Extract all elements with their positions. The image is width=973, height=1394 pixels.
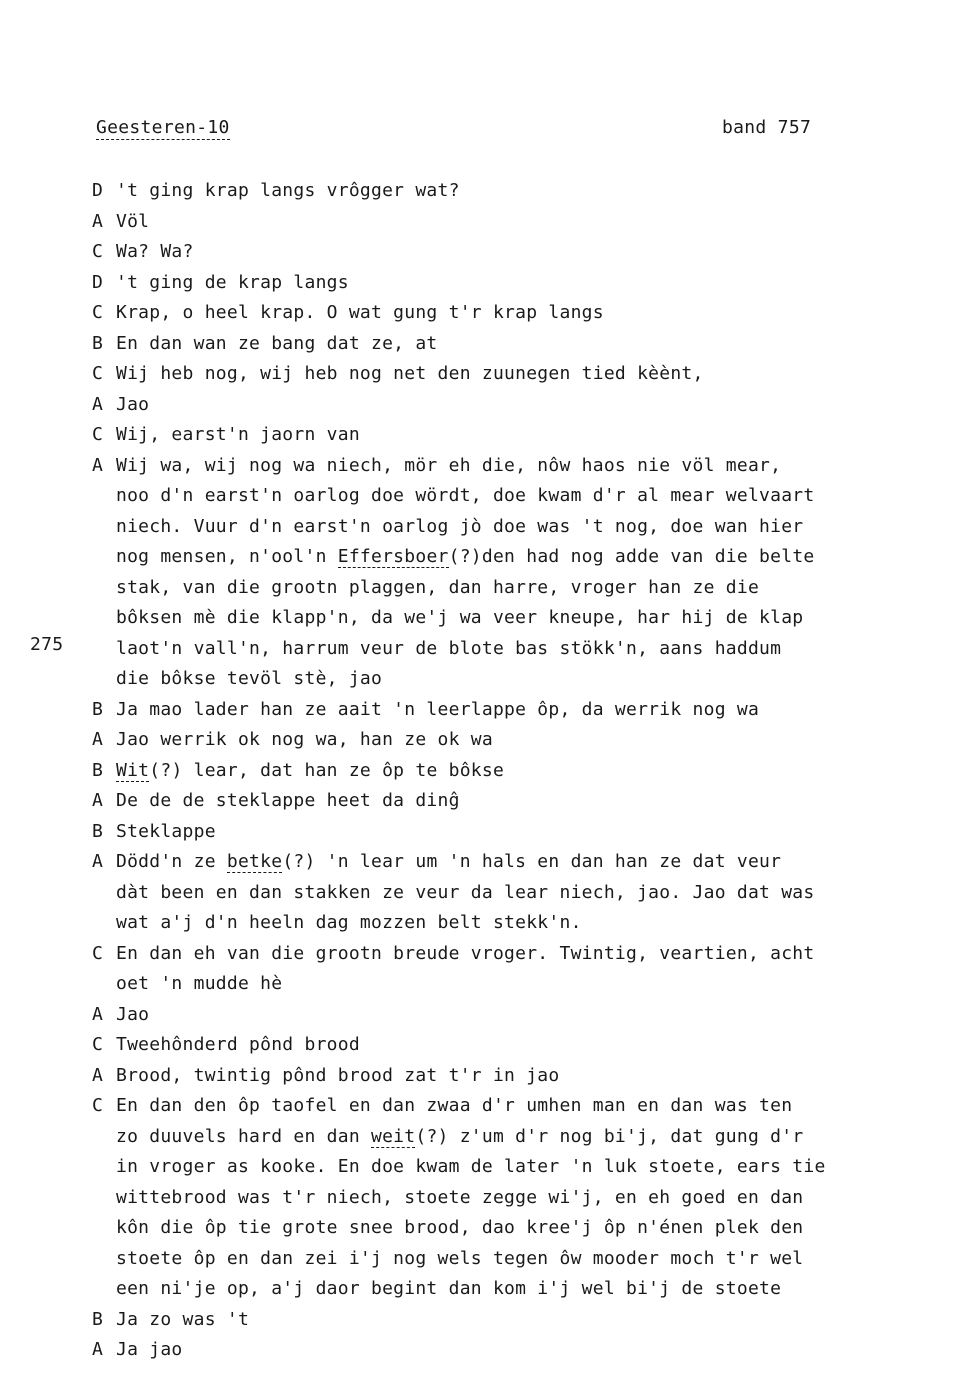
speaker-label: D <box>92 180 104 201</box>
speaker-label <box>92 512 116 543</box>
speaker-label: B <box>92 698 104 720</box>
speaker-label: A <box>92 790 104 811</box>
transcript-line <box>92 969 922 1000</box>
utterance-text: Brood, twintig pônd brood zat t'r in jao <box>116 1064 560 1086</box>
utterance-text: een ni'je op, a'j daor begint dan kom i'j wel bi'j de stoete <box>116 1278 782 1299</box>
speaker-label: A <box>92 729 104 750</box>
speaker-label <box>92 573 116 604</box>
speaker-label: A <box>92 393 104 415</box>
transcript-line <box>92 1274 922 1305</box>
speaker-label: C <box>92 302 104 323</box>
transcript-body <box>92 176 922 1366</box>
utterance-text: De de de steklappe heet da dinĝ <box>116 790 460 811</box>
transcript-line <box>92 908 922 939</box>
utterance-text: Wij, earst'n jaorn van <box>116 424 360 445</box>
transcript-line <box>92 1305 922 1336</box>
transcript-line <box>92 634 922 665</box>
transcript-line <box>92 756 922 787</box>
transcript-line <box>92 603 922 634</box>
speaker-label: A <box>92 210 104 232</box>
utterance-text: Tweehônderd pônd brood <box>116 1034 360 1055</box>
speaker-label: C <box>92 942 104 964</box>
transcript-line <box>92 573 922 604</box>
speaker-label: C <box>92 424 104 445</box>
speaker-label: A <box>92 454 104 476</box>
utterance-text: Ja zo was 't <box>116 1308 250 1330</box>
uncertain-word: Effersboer <box>337 546 449 567</box>
utterance-text: 't ging krap langs vrôgger wat? <box>116 180 460 201</box>
utterance-text: Wij wa, wij nog wa niech, mör eh die, nôw haos nie völ mear, <box>116 454 782 476</box>
utterance-text: bôksen mè die klapp'n, da we'j wa veer kneupe, har hij de klap <box>116 607 804 628</box>
speaker-label <box>92 1122 116 1153</box>
utterance-text: noo d'n earst'n oarlog doe wördt, doe kwam d'r al mear welvaart <box>116 485 815 506</box>
transcript-line <box>92 542 922 573</box>
speaker-label <box>92 1274 116 1305</box>
transcript-line <box>92 359 922 390</box>
transcript-line <box>92 1213 922 1244</box>
utterance-text: Wa? Wa? <box>116 241 194 262</box>
transcript-line <box>92 268 922 299</box>
speaker-label <box>92 603 116 634</box>
transcript-line <box>92 176 922 207</box>
transcript-line <box>92 1030 922 1061</box>
speaker-label <box>92 634 116 665</box>
utterance-text: niech. Vuur d'n earst'n oarlog jò doe was 't nog, doe wan hier <box>116 515 804 537</box>
transcript-line <box>92 1000 922 1031</box>
utterance-text: Krap, o heel krap. O wat gung t'r krap langs <box>116 302 604 323</box>
utterance-text: die bôkse tevöl stè, jao <box>116 668 383 689</box>
utterance-text: 't ging de krap langs <box>116 271 349 293</box>
transcript-line <box>92 390 922 421</box>
location-header: Geesteren-10 <box>96 117 230 138</box>
utterance-text: wat a'j d'n heeln dag mozzen belt stekk'n. <box>116 912 582 933</box>
transcript-line <box>92 817 922 848</box>
transcript-line <box>92 695 922 726</box>
speaker-label <box>92 1152 116 1183</box>
utterance-text: dàt been en dan stakken ze veur da lear niech, jao. Jao dat was <box>116 881 815 903</box>
transcript-line <box>92 878 922 909</box>
transcript-line <box>92 786 922 817</box>
utterance-text: En dan wan ze bang dat ze, at <box>116 332 438 354</box>
utterance-text: Jao <box>116 393 150 415</box>
uncertain-word: Wit <box>116 759 150 781</box>
transcript-line <box>92 207 922 238</box>
utterance-text: stak, van die grootn plaggen, dan harre, vroger han ze die <box>116 576 760 598</box>
speaker-label <box>92 878 116 909</box>
utterance-text: oet 'n mudde hè <box>116 973 283 994</box>
speaker-label: A <box>92 1339 104 1360</box>
speaker-label <box>92 542 116 573</box>
transcript-line <box>92 1061 922 1092</box>
speaker-label: B <box>92 759 104 781</box>
uncertain-word: betke <box>226 851 283 872</box>
utterance-text: Ja mao lader han ze aait 'n leerlappe ôp, da werrik nog wa <box>116 698 760 720</box>
transcript-line <box>92 329 922 360</box>
transcript-line <box>92 725 922 756</box>
transcript-line <box>92 1122 922 1153</box>
transcript-line <box>92 298 922 329</box>
utterance-text: Steklappe <box>116 820 216 842</box>
speaker-label: C <box>92 241 104 262</box>
transcript-line <box>92 939 922 970</box>
speaker-label <box>92 1213 116 1244</box>
speaker-label <box>92 481 116 512</box>
speaker-label: A <box>92 1064 104 1086</box>
transcript-line <box>92 481 922 512</box>
uncertain-word: weit <box>371 1125 416 1147</box>
utterance-text: in vroger as kooke. En doe kwam de later 'n luk stoete, ears tie <box>116 1156 826 1177</box>
speaker-label: B <box>92 820 104 842</box>
speaker-label <box>92 664 116 695</box>
utterance-text: kôn die ôp tie grote snee brood, dao kree'j ôp n'énen plek den <box>116 1217 804 1238</box>
utterance-text: zo duuvels hard en dan weit(?) z'um d'r nog bi'j, dat gung d'r <box>116 1125 804 1147</box>
transcript-line <box>92 1091 922 1122</box>
transcript-line <box>92 237 922 268</box>
transcript-line <box>92 1183 922 1214</box>
transcript-line <box>92 451 922 482</box>
speaker-label: C <box>92 1034 104 1055</box>
speaker-label: C <box>92 1095 104 1116</box>
tape-number: band 757 <box>722 117 812 138</box>
speaker-label <box>92 1244 116 1275</box>
utterance-text: Ja jao <box>116 1339 183 1360</box>
utterance-text: wittebrood was t'r niech, stoete zegge wi'j, en eh goed en dan <box>116 1186 804 1208</box>
speaker-label: C <box>92 363 104 384</box>
speaker-label: B <box>92 1308 104 1330</box>
speaker-label: B <box>92 332 104 354</box>
transcript-line <box>92 847 922 878</box>
utterance-text: Wit(?) lear, dat han ze ôp te bôkse <box>116 759 505 781</box>
speaker-label <box>92 1183 116 1214</box>
transcript-line <box>92 1152 922 1183</box>
speaker-label <box>92 969 116 1000</box>
utterance-text: Wij heb nog, wij heb nog net den zuunegen tied kèènt, <box>116 363 704 384</box>
transcript-line <box>92 664 922 695</box>
utterance-text: laot'n vall'n, harrum veur de blote bas stökk'n, aans haddum <box>116 637 782 659</box>
utterance-text: stoete ôp en dan zei i'j nog wels tegen ôw mooder moch t'r wel <box>116 1247 804 1269</box>
speaker-label: A <box>92 1003 104 1025</box>
utterance-text: Jao werrik ok nog wa, han ze ok wa <box>116 729 493 750</box>
transcript-line <box>92 512 922 543</box>
utterance-text: nog mensen, n'ool'n Effersboer(?)den had nog adde van die belte <box>116 546 815 567</box>
utterance-text: Dödd'n ze betke(?) 'n lear um 'n hals en dan han ze dat veur <box>116 851 782 872</box>
speaker-label: A <box>92 851 104 872</box>
utterance-text: Jao <box>116 1003 150 1025</box>
line-number-margin: 275 <box>30 634 64 655</box>
utterance-text: En dan den ôp taofel en dan zwaa d'r umhen man en dan was ten <box>116 1095 793 1116</box>
transcript-line <box>92 1244 922 1275</box>
utterance-text: Völ <box>116 210 150 232</box>
transcript-line <box>92 420 922 451</box>
utterance-text: En dan eh van die grootn breude vroger. Twintig, veartien, acht <box>116 942 815 964</box>
speaker-label <box>92 908 116 939</box>
transcript-line <box>92 1335 922 1366</box>
speaker-label: D <box>92 271 104 293</box>
